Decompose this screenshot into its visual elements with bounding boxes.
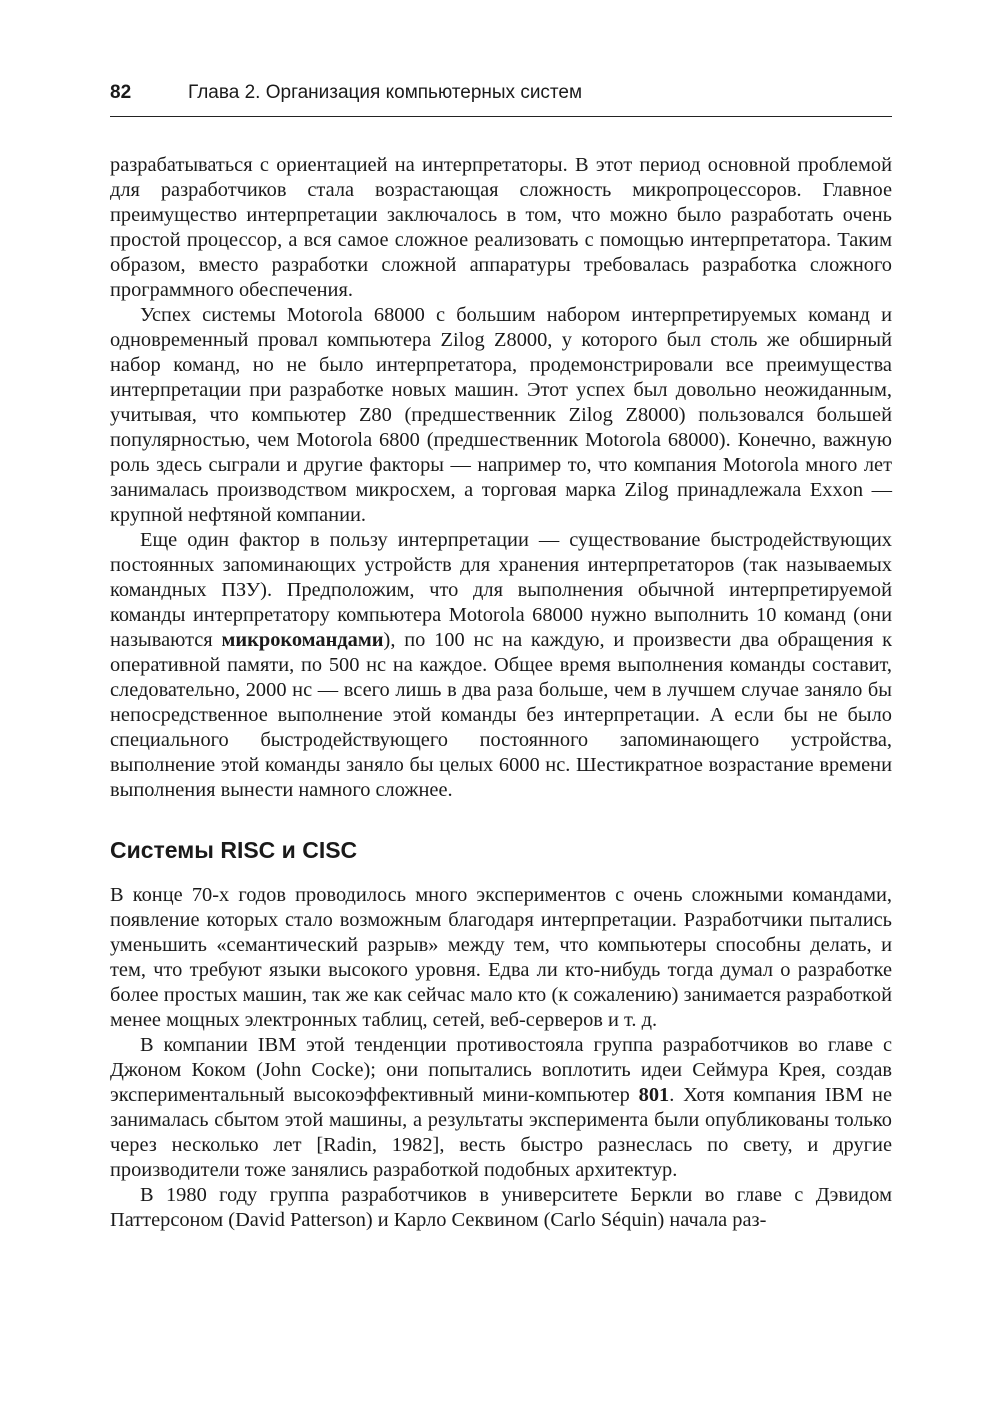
paragraph: В 1980 году группа разработчиков в университете Беркли во главе с Дэвидом Паттерсоном (David Patterson) и Карло Секвином (Carlo Séquin) начала раз- [110, 1184, 892, 1231]
paragraph-text: Еще один фактор в пользу интерпретации — существование быстродействующих постоянных запоминающих устройств для хранения интерпретаторов (так называемых командных ПЗУ). Предположим, что для выполнения обычной интерпретируемой команды интерпретатору компьютера Motorola 68000 нужно выполнить 10 команд (они называются [110, 529, 892, 651]
term-801: 801 [638, 1084, 670, 1106]
paragraph [110, 528, 892, 803]
paragraph: В конце 70-х годов проводилось много экспериментов с очень сложными командами, появление которых стало возможным благодаря интерпретации. Разработчики пытались уменьшить «семантический разрыв» между тем, что компьютеры способны делать, и тем, что требуют языки высокого уровня. Едва ли кто-нибудь тогда думал о разработке более простых машин, так же как сейчас мало кто (к сожалению) занимается разработкой менее мощных электронных таблиц, сетей, веб-серверов и т. д. [110, 884, 892, 1031]
book-page [110, 82, 892, 1233]
paragraph-text: ), по 100 нс на каждую, и произвести два обращения к оперативной памяти, по 500 нс на каждое. Общее время выполнения команды составит, следовательно, 2000 нс — всего лишь в два раза больше, чем в лучшем случае заняло бы непосредственное выполнение этой команды без интерпретации. А если бы не было специального быстродействующего постоянного запоминающего устройства, выполнение этой команды заняло бы целых 6000 нс. Шестикратное возрастание времени выполнения вынести намного сложнее. [110, 629, 893, 801]
paragraph-text: . Хотя компания IBM не занималась сбытом этой машины, а результаты эксперимента были опубликованы только через несколько лет [Radin, 1982], весть быстро разнеслась по свету, и другие производители тоже занялись разработкой подобных архитектур. [110, 1084, 892, 1181]
page-number: 82 [110, 82, 132, 103]
section-title: Системы RISC и CISC [110, 837, 358, 863]
paragraph: Успех системы Motorola 68000 с большим набором интерпретируемых команд и одновременный провал компьютера Zilog Z8000, у которого был столь же обширный набор команд, но не было интерпретатора, продемонстрировали все преимущества интерпретации при разработке новых машин. Этот успех был довольно неожиданным, учитывая, что компьютер Z80 (предшественник Zilog Z8000) пользовался большей популярностью, чем Motorola 6800 (предшественник Motorola 68000). Конечно, важную роль здесь сыграли и другие факторы — например то, что компания Motorola много лет занималась производством микросхем, а торговая марка Zilog принадлежала Exxon — крупной нефтяной компании. [110, 304, 892, 526]
body-text [110, 153, 892, 1233]
term-microcommands: микрокомандами [221, 629, 384, 651]
paragraph: разрабатываться с ориентацией на интерпретаторы. В этот период основной проблемой для разработчиков стала возрастающая сложность микропроцессоров. Главное преимущество интерпретации заключалось в том, что можно было разработать очень простой процессор, а вся самое сложное реализовать с помощью интерпретатора. Таким образом, вместо разработки сложной аппаратуры требовалась разработка сложного программного обеспечения. [110, 154, 892, 301]
paragraph [110, 1033, 892, 1183]
running-header [110, 82, 892, 117]
chapter-title: Глава 2. Организация компьютерных систем [188, 82, 583, 103]
paragraph-text: В компании IBM этой тенденции противостояла группа разработчиков во главе с Джоном Коком (John Cocke); они попытались воплотить идеи Сеймура Крея, создав экспериментальный высокоэффективный мини-компьютер [110, 1034, 892, 1106]
